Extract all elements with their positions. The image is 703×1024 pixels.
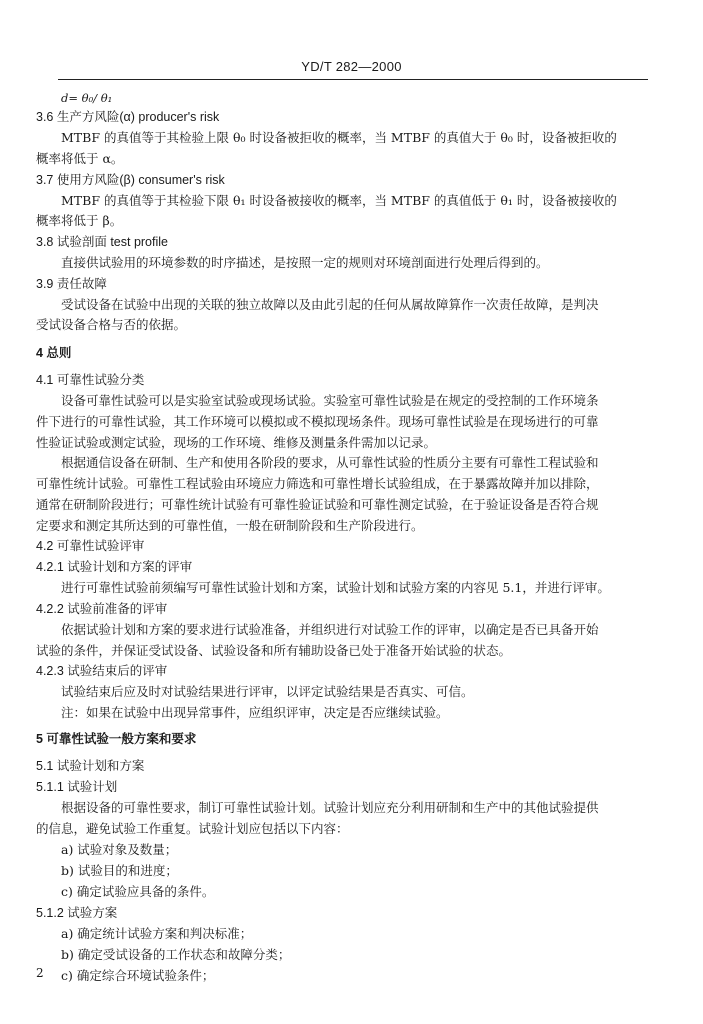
list-item: a) 试验对象及数量； [61,842,178,857]
list-item: a) 确定统计试验方案和判决标准； [61,926,253,941]
clause-3-9-heading: 3.9 责任故障 [36,277,107,291]
body-text: MTBF 的真值等于其检验下限 θ₁ 时设备被接收的概率，当 MTBF 的真值低于 θ₁ 时，设备被接收的 [61,193,617,208]
clause-4-2-1-heading: 4.2.1 试验计划和方案的评审 [36,560,193,574]
body-text: 依据试验计划和方案的要求进行试验准备，并组织进行对试验工作的评审，以确定是否已具备开始 [61,622,599,637]
clause-4-2-2-heading: 4.2.2 试验前准备的评审 [36,602,168,616]
list-item: b) 试验目的和进度； [61,863,178,878]
body-text: 根据通信设备在研制、生产和使用各阶段的要求，从可靠性试验的性质分主要有可靠性工程试验和 [61,455,599,470]
clause-4-2-heading: 4.2 可靠性试验评审 [36,539,145,553]
clause-3-7-heading: 3.7 使用方风险(β) consumer's risk [36,173,225,187]
header-rule [58,79,648,80]
body-text: 直接供试验用的环境参数的时序描述，是按照一定的规则对环境剖面进行处理后得到的。 [61,255,549,270]
clause-3-8-heading: 3.8 试验剖面 test profile [36,235,168,249]
body-text: 进行可靠性试验前须编写可靠性试验计划和方案，试验计划和试验方案的内容见 5.1，并进行评审。 [61,580,610,595]
clause-3-6-heading: 3.6 生产方风险(α) producer's risk [36,110,220,124]
list-item: c) 确定试验应具备的条件。 [61,884,215,899]
body-text: 通常在研制阶段进行；可靠性统计试验有可靠性验证试验和可靠性测定试验，在于验证设备是否符合规 [36,497,599,512]
body-text: 受试设备合格与否的依据。 [36,317,187,332]
section-4-heading: 4 总则 [36,346,72,360]
body-text: 定要求和测定其所达到的可靠性值，一般在研制阶段和生产阶段进行。 [36,518,424,533]
running-header: YD/T 282—2000 [301,59,402,74]
body-text: 试验的条件，并保证受试设备、试验设备和所有辅助设备已处于准备开始试验的状态。 [36,643,512,658]
body-text: 受试设备在试验中出现的关联的独立故障以及由此引起的任何从属故障算作一次责任故障，是判决 [61,297,599,312]
body-text: 试验结束后应及时对试验结果进行评审，以评定试验结果是否真实、可信。 [61,684,474,699]
note-text: 注：如果在试验中出现异常事件，应组织评审，决定是否应继续试验。 [61,705,449,720]
section-5-heading: 5 可靠性试验一般方案和要求 [36,732,197,746]
body-text: 件下进行的可靠性试验，其工作环境可以模拟或不模拟现场条件。现场可靠性试验是在现场进行的可靠 [36,414,599,429]
clause-4-1-heading: 4.1 可靠性试验分类 [36,373,145,387]
clause-5-1-1-heading: 5.1.1 试验计划 [36,780,118,794]
body-text: 根据设备的可靠性要求，制订可靠性试验计划。试验计划应充分利用研制和生产中的其他试验提供 [61,800,599,815]
body-text: 可靠性统计试验。可靠性工程试验由环境应力筛选和可靠性增长试验组成，在于暴露故障并加以排除， [36,476,599,491]
body-text: 概率将低于 β。 [36,213,123,228]
body-text: 性验证试验或测定试验，现场的工作环境、维修及测量条件需加以记录。 [36,435,437,450]
list-item: b) 确定受试设备的工作状态和故障分类； [61,947,291,962]
body-text: 概率将低于 α。 [36,151,124,166]
page-number: 2 [36,966,44,980]
body-text: 的信息，避免试验工作重复。试验计划应包括以下内容： [36,821,349,836]
list-item: c) 确定综合环境试验条件； [61,968,215,983]
body-text: 设备可靠性试验可以是实验室试验或现场试验。实验室可靠性试验是在规定的受控制的工作环境条 [61,393,599,408]
formula-line: d= θ₀/ θ₁ [61,91,113,105]
body-text: MTBF 的真值等于其检验上限 θ₀ 时设备被拒收的概率，当 MTBF 的真值大于 θ₀ 时，设备被拒收的 [61,130,617,145]
clause-5-1-2-heading: 5.1.2 试验方案 [36,906,118,920]
clause-4-2-3-heading: 4.2.3 试验结束后的评审 [36,664,168,678]
clause-5-1-heading: 5.1 试验计划和方案 [36,759,145,773]
